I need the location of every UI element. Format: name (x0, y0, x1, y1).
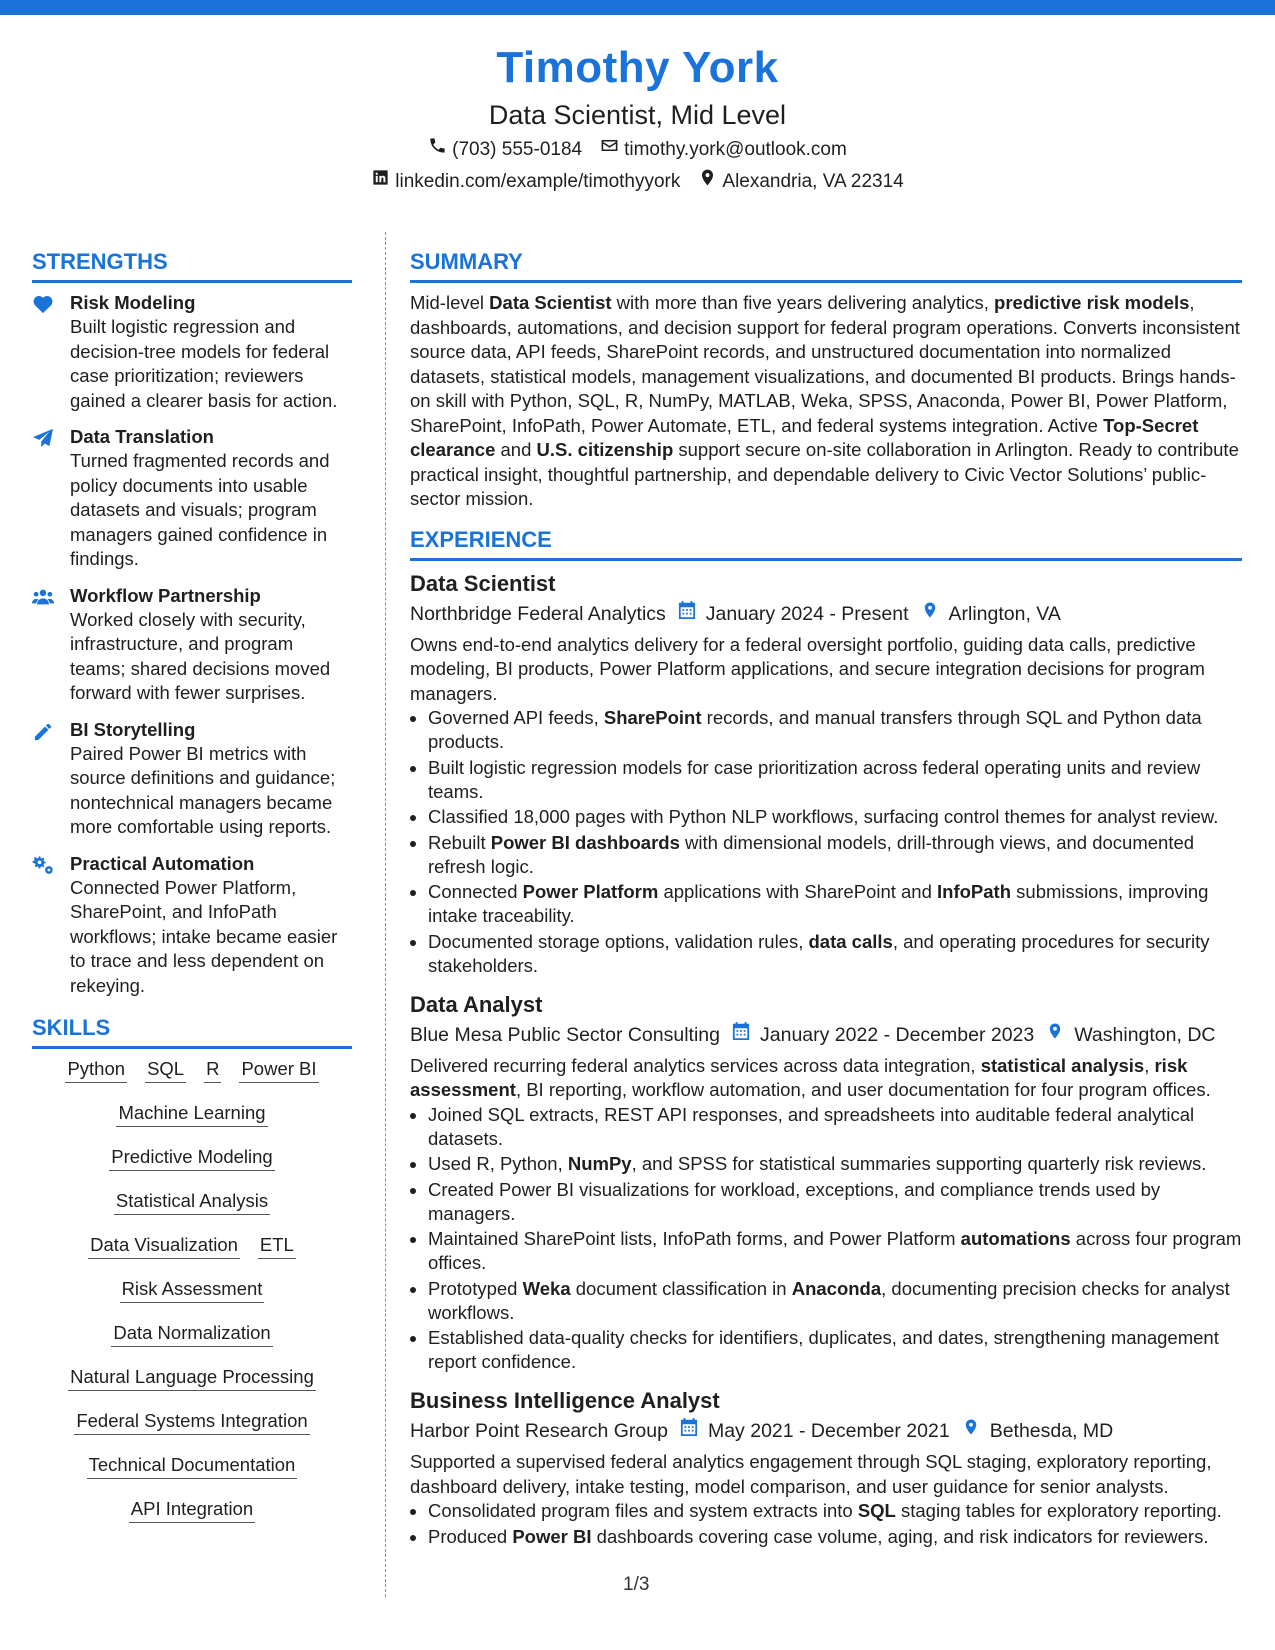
job-bullet (428, 1152, 1242, 1176)
strength-item (32, 291, 352, 413)
email-contact[interactable] (600, 136, 847, 163)
skill-tag: Power BI (239, 1057, 318, 1083)
phone-text: (703) 555-0184 (452, 138, 583, 160)
skill-tag: Technical Documentation (87, 1453, 298, 1479)
strength-item (32, 852, 352, 999)
summary-text: Mid-level (410, 292, 490, 313)
strength-item (32, 584, 352, 706)
left-column (32, 248, 352, 1541)
summary-bold: U.S. citizenship (536, 439, 674, 460)
skill-row (32, 1277, 352, 1303)
job-description (410, 1054, 1242, 1103)
strength-desc: Paired Power BI metrics with source definitions and guidance; nontechnical managers became more comfortable using reports. (70, 742, 336, 837)
job-entry (410, 569, 1242, 978)
map-pin-icon (921, 599, 939, 629)
bullet-text: Joined SQL extracts, REST API responses, and spreadsheets into auditable federal analytical datasets. (428, 1103, 1195, 1149)
bullet-text: records, and manual transfers through SQL and Python data products. (428, 707, 1202, 752)
job-company: Harbor Point Research Group (410, 1420, 668, 1442)
summary-text: with more than five years delivering analytics, (611, 292, 995, 313)
job-location-text: Bethesda, MD (989, 1420, 1114, 1442)
job-bullet (428, 930, 1242, 978)
strength-desc: Worked closely with security, infrastructure, and program teams; shared decisions moved forward with fewer surprises. (70, 608, 331, 703)
job-desc-bold: risk assessment (410, 1054, 1188, 1100)
summary-text (410, 291, 1242, 512)
bullet-text: , documenting precision checks for analyst workflows. (428, 1277, 1230, 1323)
strength-title: Risk Modeling (70, 292, 196, 313)
job-description (410, 633, 1242, 707)
strength-item (32, 718, 352, 840)
resume-header (0, 40, 1275, 195)
map-pin-icon (962, 1416, 980, 1446)
job-desc-bold: statistical analysis (980, 1054, 1145, 1076)
job-bullet (428, 1525, 1242, 1549)
job-dates-text: May 2021 - December 2021 (707, 1420, 950, 1442)
job-bullet (428, 880, 1242, 928)
bullet-text: Created Power BI visualizations for workload, exceptions, and compliance trends used by managers. (428, 1178, 1161, 1224)
skill-tag: API Integration (129, 1497, 255, 1523)
skill-tag: Natural Language Processing (68, 1365, 316, 1391)
skill-tag: Risk Assessment (120, 1277, 265, 1303)
job-desc-text: , BI reporting, workflow automation, and user documentation for four program offices. (515, 1079, 1211, 1100)
job-meta (410, 1020, 1242, 1050)
bullet-text: Used R, Python, (428, 1153, 568, 1174)
summary-bold: predictive risk models (994, 292, 1190, 313)
phone-icon (428, 136, 447, 163)
strengths-heading: STRENGTHS (32, 248, 352, 283)
job-bullet (428, 1326, 1242, 1374)
bullet-text: , and operating procedures for security stakeholders. (428, 930, 1210, 976)
map-pin-icon (698, 168, 717, 195)
job-bullet (428, 831, 1242, 879)
skill-tag: Federal Systems Integration (74, 1409, 309, 1435)
job-desc-text: Owns end-to-end analytics delivery for a federal oversight portfolio, guiding data calls, predictive modeling, BI products, Power Platform applications, and secure integration decisions for program managers. (410, 633, 1205, 704)
bullet-text: dashboards covering case volume, aging, and risk indicators for reviewers. (591, 1525, 1209, 1547)
skill-row (32, 1409, 352, 1435)
envelope-icon (600, 136, 619, 163)
skill-tag: Statistical Analysis (114, 1189, 270, 1215)
job-bullet (428, 756, 1242, 804)
bullet-bold: data calls (808, 930, 893, 952)
right-column (410, 248, 1242, 1561)
job-bullet (428, 1178, 1242, 1226)
skill-tag: R (204, 1057, 221, 1083)
location-contact (698, 168, 903, 195)
job-title: Data Scientist (410, 570, 556, 596)
gears-icon (32, 862, 54, 879)
map-pin-icon (1046, 1020, 1064, 1050)
job-location (962, 1416, 1114, 1446)
bullet-text: Established data-quality checks for identifiers, duplicates, and dates, strengthening management report confidence. (428, 1327, 1219, 1372)
skill-tag: Data Normalization (111, 1321, 272, 1347)
phone-contact (428, 136, 582, 163)
bullet-bold: InfoPath (937, 881, 1012, 902)
bullet-bold: NumPy (567, 1153, 632, 1174)
skill-tag: SQL (145, 1057, 186, 1083)
column-divider (385, 232, 386, 1597)
experience-heading: EXPERIENCE (410, 526, 1242, 561)
bullet-text: submissions, improving intake traceability. (428, 881, 1209, 926)
skill-row (32, 1321, 352, 1347)
job-location (1046, 1020, 1215, 1050)
bullet-bold: Anaconda (791, 1277, 882, 1299)
skill-tag: ETL (258, 1233, 296, 1259)
strength-desc: Built logistic regression and decision-tree models for federal case prioritization; reviewers gained a clearer basis for action. (70, 316, 338, 411)
job-meta (410, 599, 1242, 629)
paper-plane-icon (32, 435, 54, 452)
bullet-bold: automations (960, 1228, 1071, 1249)
strength-title: Workflow Partnership (70, 584, 261, 606)
contact-row-1 (0, 136, 1275, 163)
bullet-text: applications with SharePoint and (658, 881, 938, 902)
bullet-bold: SharePoint (603, 707, 702, 728)
bullet-text: with dimensional models, drill-through views, and documented refresh logic. (428, 831, 1195, 877)
job-title: Business Intelligence Analyst (410, 1388, 720, 1413)
bullet-text: Built logistic regression models for case prioritization across federal operating units and review teams. (428, 756, 1201, 802)
skill-row (32, 1145, 352, 1171)
linkedin-contact[interactable] (371, 168, 680, 195)
job-bullet (428, 1277, 1242, 1325)
strength-desc: Connected Power Platform, SharePoint, and InfoPath workflows; intake became easier to trace and less dependent on rekeying. (70, 876, 338, 996)
job-bullet (428, 805, 1242, 829)
skills-list (32, 1057, 352, 1523)
users-icon (32, 594, 54, 611)
location-text: Alexandria, VA 22314 (722, 170, 904, 192)
job-bullet (428, 706, 1242, 754)
job-desc-text: , (1144, 1054, 1155, 1076)
summary-bold: Top-Secret clearance (410, 414, 1199, 460)
skill-row (32, 1101, 352, 1127)
bullet-text: document classification in (570, 1277, 792, 1299)
bullet-text: Connected (428, 881, 523, 902)
bullet-bold: SQL (857, 1500, 896, 1521)
job-bullets (410, 1499, 1242, 1549)
linkedin-text: linkedin.com/example/timothyyork (395, 170, 681, 192)
pencil-icon (32, 728, 54, 745)
job-location-text: Arlington, VA (948, 602, 1061, 625)
bullet-text: Classified 18,000 pages with Python NLP workflows, surfacing control themes for analyst review. (428, 806, 1219, 827)
bullet-text: Documented storage options, validation rules, (428, 930, 809, 952)
strength-title: Practical Automation (70, 852, 255, 874)
summary-text: support secure on-site collaboration in Arlington. Ready to contribute practical insight, thoughtful partnership, and dependable delivery to Civic Vector Solutions’ public-sector mission. (410, 439, 1239, 509)
skill-tag: Machine Learning (116, 1101, 267, 1127)
strength-title: BI Storytelling (70, 718, 196, 740)
linkedin-icon (371, 168, 390, 195)
strength-item (32, 425, 352, 572)
contact-row-2 (0, 168, 1275, 195)
skill-row (32, 1057, 352, 1083)
experience-list (410, 569, 1242, 1549)
job-description (410, 1450, 1242, 1499)
skill-row (32, 1453, 352, 1479)
calendar-icon (732, 1020, 750, 1050)
skills-heading: SKILLS (32, 1014, 352, 1049)
job-location (921, 599, 1061, 629)
job-desc-text: Delivered recurring federal analytics services across data integration, (410, 1054, 981, 1076)
bullet-text: Consolidated program files and system extracts into (428, 1500, 858, 1521)
job-bullets (410, 706, 1242, 978)
job-dates (680, 1416, 950, 1446)
calendar-icon (678, 599, 696, 629)
heart-icon (32, 301, 54, 318)
bullet-text: staging tables for exploratory reporting. (895, 1500, 1222, 1521)
bullet-text: Maintained SharePoint lists, InfoPath forms, and Power Platform (428, 1228, 961, 1249)
job-bullet (428, 1499, 1242, 1523)
strength-desc: Turned fragmented records and policy documents into usable datasets and visuals; program managers gained confidence in findings. (70, 450, 330, 569)
skill-tag: Predictive Modeling (109, 1145, 274, 1171)
job-dates-text: January 2024 - Present (705, 602, 909, 625)
skill-row (32, 1189, 352, 1215)
strengths-list (32, 291, 352, 998)
job-title: Data Analyst (410, 991, 543, 1017)
email-text: timothy.york@outlook.com (624, 138, 847, 160)
skill-tag: Data Visualization (88, 1233, 240, 1259)
strength-title: Data Translation (70, 426, 214, 447)
job-meta (410, 1416, 1242, 1446)
summary-bold: Data Scientist (489, 292, 612, 313)
bullet-text: Rebuilt (428, 831, 491, 853)
bullet-bold: Power Platform (522, 881, 659, 902)
skill-tag: Python (65, 1057, 127, 1083)
job-dates (732, 1020, 1034, 1050)
skill-row (32, 1365, 352, 1391)
calendar-icon (680, 1416, 698, 1446)
summary-heading: SUMMARY (410, 248, 1242, 283)
page-number: 1/3 (623, 1574, 650, 1595)
candidate-title: Data Scientist, Mid Level (488, 100, 787, 130)
job-company: Northbridge Federal Analytics (410, 602, 666, 625)
job-bullets (410, 1103, 1242, 1375)
job-location-text: Washington, DC (1074, 1023, 1216, 1046)
top-accent-bar (0, 0, 1275, 15)
bullet-bold: Power BI dashboards (490, 831, 680, 853)
bullet-text: across four program offices. (428, 1228, 1242, 1273)
job-dates (678, 599, 909, 629)
job-company: Blue Mesa Public Sector Consulting (410, 1023, 720, 1046)
bullet-bold: Weka (522, 1277, 571, 1299)
skill-row (32, 1233, 352, 1259)
job-bullet (428, 1103, 1242, 1151)
job-dates-text: January 2022 - December 2023 (760, 1023, 1035, 1046)
job-desc-text: Supported a supervised federal analytics engagement through SQL staging, exploratory reporting, dashboard delivery, intake testing, model comparison, and user guidance for senior analysts. (410, 1451, 1212, 1497)
job-bullet (428, 1227, 1242, 1275)
summary-text: , dashboards, automations, and decision support for federal program operations. Converts inconsistent source data, API feeds, SharePoint records, and unstructured documentation into normalized datasets, statistical models, management visualizations, and documented BI products. Brings hands-on skill with Python, SQL, R, NumPy, MATLAB, Weka, SPSS, Anaconda, Power BI, Power Platform, SharePoint, InfoPath, Power Automate, ETL, and federal systems integration. Active (410, 292, 1240, 436)
bullet-bold: Power BI (512, 1525, 592, 1547)
bullet-text: Governed API feeds, (428, 707, 604, 728)
candidate-name: Timothy York (496, 43, 779, 92)
job-entry (410, 990, 1242, 1375)
bullet-text: Produced (428, 1525, 513, 1547)
job-entry (410, 1386, 1242, 1549)
bullet-text: Prototyped (428, 1277, 523, 1299)
summary-text: and (495, 439, 537, 460)
skill-row (32, 1497, 352, 1523)
bullet-text: , and SPSS for statistical summaries supporting quarterly risk reviews. (631, 1153, 1207, 1174)
